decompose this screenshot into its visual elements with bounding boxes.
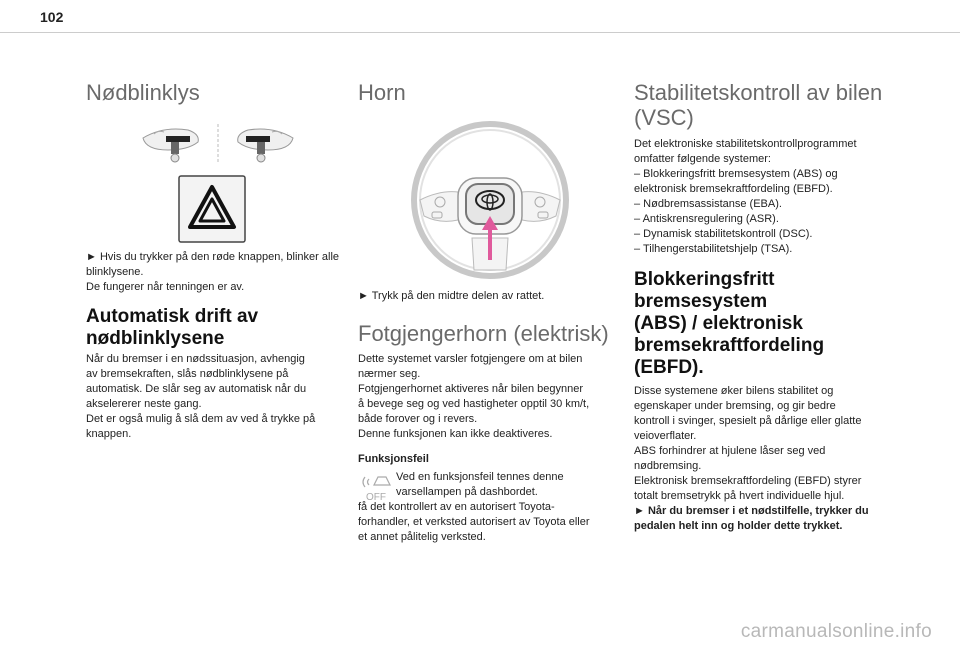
- section-title-horn: Horn: [358, 80, 406, 105]
- text-line: akselererer neste gang.: [86, 398, 202, 410]
- title-line: (EBFD).: [634, 357, 704, 378]
- abs-ebfd-text: [634, 384, 894, 534]
- title-line: (ABS) / elektronisk: [634, 313, 803, 334]
- text-line: kontroll i svinger, spesielt på dårlige eller glatte: [634, 415, 862, 427]
- hazard-note: De fungerer når tenningen er av.: [86, 281, 245, 293]
- column-horn: [358, 80, 613, 543]
- hazard-instruction: ► Hvis du trykker på den røde knappen, blinker alle blinklysene.: [86, 251, 340, 278]
- fault-text-indented: [396, 470, 616, 500]
- vsc-intro-text: [634, 137, 894, 257]
- bold-instruction-line: ► Når du bremser i et nødstilfelle, trykker du: [634, 505, 869, 517]
- text-line: Disse systemene øker bilens stabilitet og: [634, 385, 834, 397]
- text-line: forhandler, et verksted autorisert av Toyota eller: [358, 516, 590, 528]
- text-line: Når du bremser i en nødssituasjon, avhengig: [86, 353, 305, 365]
- text-line: elektronisk bremsekraftfordeling (EBFD).: [634, 183, 833, 195]
- text-line: omfatter følgende systemer:: [634, 153, 771, 165]
- text-line: Elektronisk bremsekraftfordeling (EBFD) styrer: [634, 475, 862, 487]
- hazard-dashboard-illustration: [138, 120, 298, 170]
- fault-subheading: Funksjonsfeil: [358, 453, 429, 465]
- section-title-vsc: [634, 80, 892, 130]
- text-line: få det kontrollert av en autorisert Toyota-: [358, 501, 555, 513]
- text-line: – Dynamisk stabilitetskontroll (DSC).: [634, 228, 813, 240]
- automatic-hazard-text: [86, 352, 346, 442]
- bold-instruction-line: pedalen helt inn og holder dette trykket.: [634, 520, 843, 532]
- text-line: Ved en funksjonsfeil tennes denne: [396, 471, 564, 483]
- text-line: – Nødbremsassistanse (EBA).: [634, 198, 782, 210]
- text-line: Dette systemet varsler fotgjengere om at bilen: [358, 353, 583, 365]
- title-line: Stabilitetskontroll av bilen: [634, 80, 883, 105]
- text-line: nødbremsing.: [634, 460, 702, 472]
- text-line: å bevege seg og ved hastigheter opptil 30 km/t,: [358, 398, 590, 410]
- text-line: egenskaper under bremsing, og gir bedre: [634, 400, 836, 412]
- column-vsc: [634, 80, 892, 532]
- page-number: 102: [40, 9, 64, 25]
- off-label: OFF: [366, 492, 386, 503]
- horn-instruction: ► Trykk på den midtre delen av rattet.: [358, 290, 545, 302]
- text-line: totalt bremsetrykk på hvert individuelle hjul.: [634, 490, 845, 502]
- text-line: – Blokkeringsfritt bremsesystem (ABS) og: [634, 168, 838, 180]
- title-line: bremsekraftfordeling: [634, 335, 825, 356]
- text-line: både forover og i revers.: [358, 413, 478, 425]
- top-divider: [0, 32, 960, 33]
- column-hazard-lights: [86, 80, 341, 440]
- text-line: Det elektroniske stabilitetskontrollprogrammet: [634, 138, 857, 150]
- section-title-abs-ebfd: [634, 269, 894, 379]
- text-line: varsellampen på dashbordet.: [396, 486, 538, 498]
- text-line: – Antiskrensregulering (ASR).: [634, 213, 779, 225]
- text-line: Denne funksjonen kan ikke deaktiveres.: [358, 428, 553, 440]
- text-line: Fotgjengerhornet aktiveres når bilen begynner: [358, 383, 584, 395]
- title-line: bremsesystem: [634, 291, 768, 312]
- title-line: Blokkeringsfritt: [634, 269, 775, 290]
- watermark: carmanualsonline.info: [740, 621, 932, 642]
- section-title-pedestrian-horn: Fotgjengerhorn (elektrisk): [358, 321, 609, 346]
- text-line: knappen.: [86, 428, 132, 440]
- text-line: Det er også mulig å slå dem av ved å trykke på: [86, 413, 316, 425]
- pedestrian-horn-off-warning-icon: [360, 473, 392, 503]
- text-line: automatisk. De slår seg av automatisk når du: [86, 383, 307, 395]
- text-line: veioverflater.: [634, 430, 697, 442]
- text-line: nærmer seg.: [358, 368, 421, 380]
- text-line: – Tilhengerstabilitetshjelp (TSA).: [634, 243, 793, 255]
- title-line: (VSC): [634, 105, 694, 130]
- pedestrian-horn-text: [358, 352, 618, 442]
- steering-wheel-illustration: [410, 120, 570, 280]
- fault-text: [358, 500, 618, 545]
- hazard-warning-button-icon: [178, 175, 246, 243]
- text-line: et annet pålitelig verksted.: [358, 531, 486, 543]
- section-title-hazard-lights: Nødblinklys: [86, 80, 200, 105]
- section-title-automatic-hazard: Automatisk drift av nødblinklysene: [86, 306, 259, 349]
- text-line: av bremsekraften, slås nødblinklysene på: [86, 368, 289, 380]
- text-line: ABS forhindrer at hjulene låser seg ved: [634, 445, 826, 457]
